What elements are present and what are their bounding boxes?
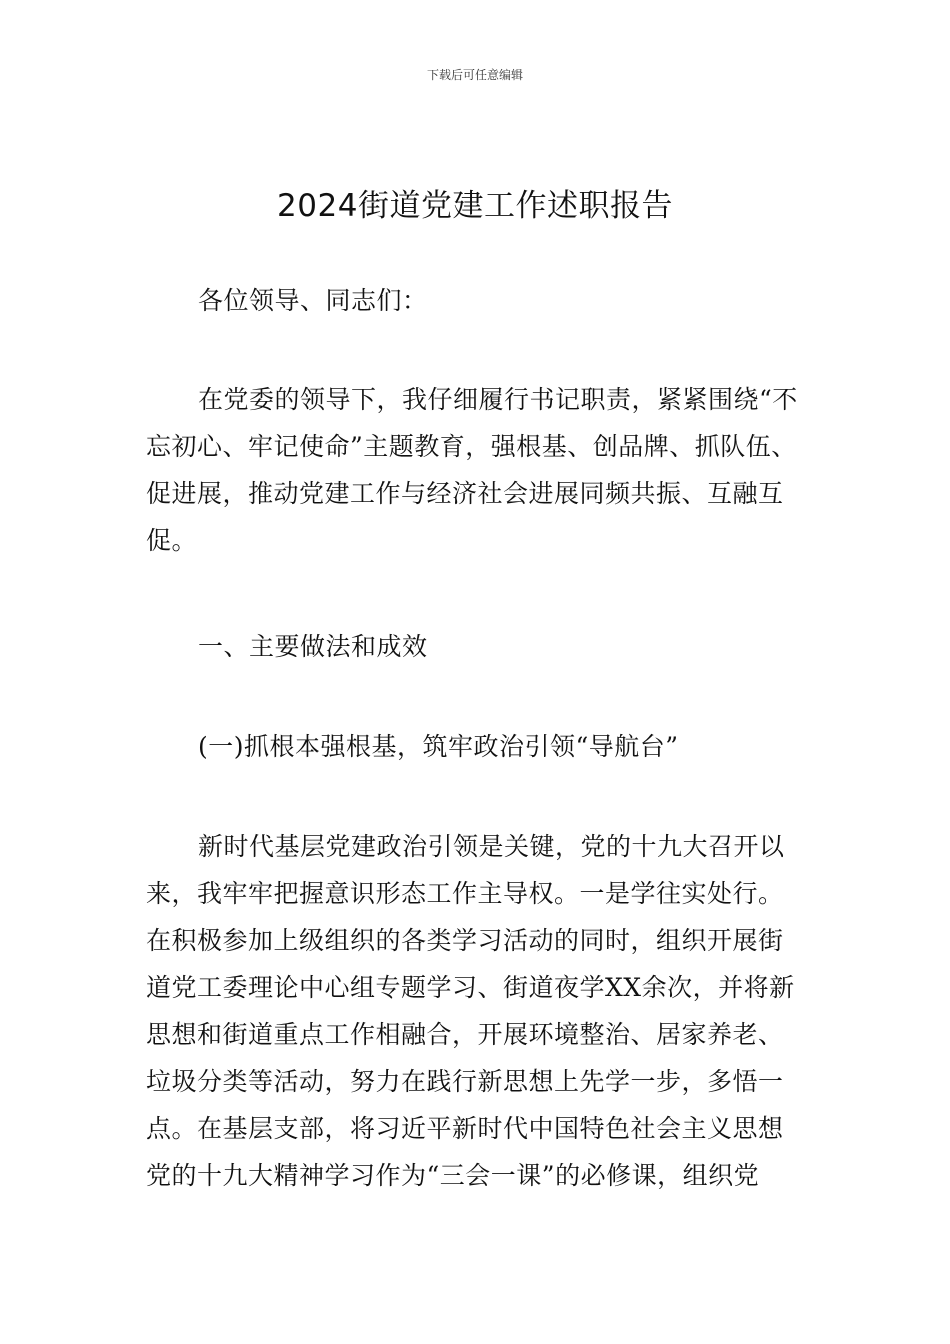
- section-heading: 一、主要做法和成效: [198, 632, 428, 661]
- paragraph-2: 新时代基层党建政治引领是关键，党的十九大召开以来，我牢牢把握意识形态工作主导权。一是学往实处行。在积极参加上级组织的各类学习活动的同时，组织开展街道党工委理论中心组专题学习、街道夜学XX余次，并将新思想和街道重点工作相融合，开展环境整治、居家养老、垃圾分类等活动，努力在践行新思想上先学一步，多悟一点。在基层支部，将习近平新时代中国特色社会主义思想党的十九大精神学习作为“三会一课”的必修课，组织党: [146, 832, 795, 1190]
- subsection-heading: (一)抓根本强根基，筑牢政治引领“导航台”: [198, 732, 679, 761]
- page-title: 2024街道党建工作述职报告: [277, 188, 673, 224]
- paragraph-1: 在党委的领导下，我仔细履行书记职责，紧紧围绕“不忘初心、牢记使命”主题教育，强根基、创品牌、抓队伍、促进展，推动党建工作与经济社会进展同频共振、互融互促。: [146, 385, 798, 555]
- salutation: 各位领导、同志们：: [198, 286, 428, 315]
- header-note: 下载后可任意编辑: [426, 68, 523, 82]
